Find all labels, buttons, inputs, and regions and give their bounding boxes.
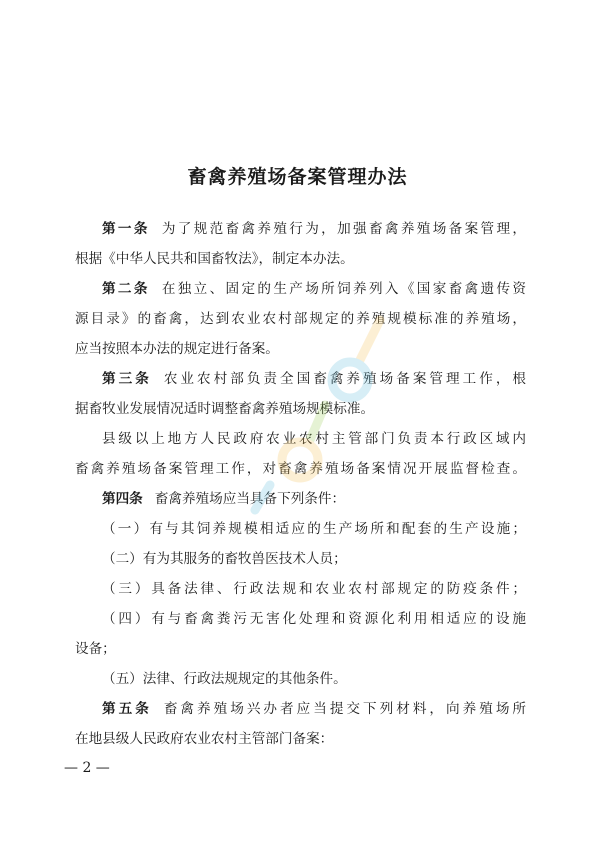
article-4-label: 第四条 — [102, 491, 143, 507]
article-2-line-2: 源目录》的畜禽，达到农业农村部规定的养殖规模标准的养殖场， — [75, 311, 526, 327]
article-2-line-1 — [75, 274, 526, 304]
article-2-text: 在独立、固定的生产场所饲养列入《国家畜禽遗传资 — [161, 281, 526, 297]
article-3-para-2-line-2: 畜禽养殖场备案管理工作，对畜禽养殖场备案情况开展监督检查。 — [75, 461, 526, 477]
article-2-label: 第二条 — [102, 281, 150, 297]
article-4-item-5: （五）法律、行政法规规定的其他条件。 — [102, 671, 347, 687]
article-4-line-1 — [75, 484, 526, 514]
document-body — [75, 214, 526, 754]
article-3-para-2-line-1: 县级以上地方人民政府农业农村主管部门负责本行政区域内 — [102, 431, 526, 447]
article-3-line-2: 据畜牧业发展情况适时调整畜禽养殖场规模标准。 — [75, 401, 375, 417]
article-4-text: 畜禽养殖场应当具备下列条件： — [154, 491, 346, 507]
article-1-label: 第一条 — [102, 221, 150, 237]
article-5-text: 畜禽养殖场兴办者应当提交下列材料，向养殖场所 — [163, 701, 526, 717]
article-4-item-4-line-1: （四）有与畜禽粪污无害化处理和资源化利用相适应的设施 — [102, 611, 526, 627]
article-4-item-2: （二）有为其服务的畜牧兽医技术人员； — [102, 551, 347, 567]
article-3-line-1 — [75, 364, 526, 394]
article-5-line-2: 在地县级人民政府农业农村主管部门备案： — [75, 731, 334, 747]
article-5-line-1 — [75, 694, 526, 724]
article-1-text: 为了规范畜禽养殖行为，加强畜禽养殖场备案管理， — [161, 221, 526, 237]
article-4-item-1: （一）有与其饲养规模相适应的生产场所和配套的生产设施； — [102, 521, 526, 537]
article-3-text: 农业农村部负责全国畜禽养殖场备案管理工作，根 — [163, 371, 526, 387]
article-1-line-1 — [75, 214, 526, 244]
document-title: 畜禽养殖场备案管理办法 — [187, 166, 408, 188]
article-4-item-3: （三）具备法律、行政法规和农业农村部规定的防疫条件； — [102, 581, 526, 597]
article-2-line-3: 应当按照本办法的规定进行备案。 — [75, 341, 279, 357]
article-5-label: 第五条 — [102, 701, 152, 717]
article-1-line-2: 根据《中华人民共和国畜牧法》，制定本办法。 — [75, 251, 354, 267]
article-4-item-4-line-2: 设备； — [75, 641, 116, 657]
page-number: — 2 — — [64, 760, 110, 776]
article-3-label: 第三条 — [102, 371, 152, 387]
